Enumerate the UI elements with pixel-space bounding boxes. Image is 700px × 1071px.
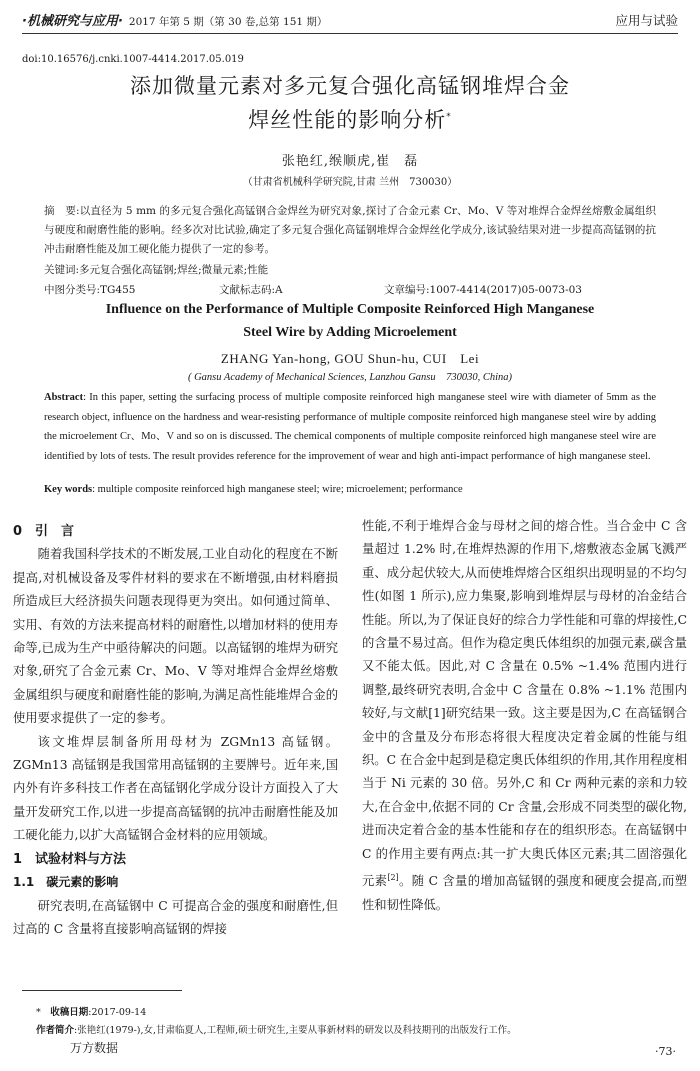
header-left bbox=[22, 10, 327, 29]
footnote-author bbox=[36, 1022, 517, 1036]
english-keywords bbox=[44, 484, 656, 495]
received-label: 收稿日期 bbox=[50, 1007, 89, 1018]
author-bio-label: 作者简介 bbox=[36, 1025, 75, 1036]
article-number: 文章编号:1007-4414(2017)05-0073-03 bbox=[384, 284, 582, 296]
english-title-line-1: Influence on the Performance of Multiple Composite Reinforced High Manganese bbox=[105, 302, 595, 317]
subsection-heading-1-1: 1.1 碳元素的影响 bbox=[13, 875, 119, 890]
keywords-cn: 关键词:多元复合强化高锰钢;焊丝;微量元素;性能 bbox=[44, 264, 269, 276]
english-title-line-2: Steel Wire by Adding Microelement bbox=[243, 325, 457, 340]
journal-name: ·机械研究与应用· bbox=[22, 14, 123, 29]
paragraph: 研究表明,在高锰钢中 C 可提高合金的强度和耐磨性,但过高的 C 含量将直接影响高锰钢的焊接 bbox=[13, 898, 338, 936]
title-line-2 bbox=[0, 104, 700, 134]
section-name: 应用与试验 bbox=[615, 13, 678, 28]
section-heading-1: 1 试验材料与方法 bbox=[13, 851, 127, 867]
watermark: 万方数据 bbox=[70, 1041, 119, 1055]
section-heading-0: 0 引 言 bbox=[13, 524, 75, 539]
keywords-text: : multiple composite reinforced high manganese steel; wire; microelement; performance bbox=[92, 484, 463, 495]
body-column-right bbox=[362, 515, 687, 917]
authors: 张艳红,缑顺虎,崔 磊 bbox=[281, 154, 419, 169]
footnote-received bbox=[36, 1004, 146, 1018]
received-date: :2017-09-14 bbox=[88, 1007, 147, 1018]
body-column-left bbox=[13, 520, 338, 941]
clc-number: 中图分类号:TG455 bbox=[44, 284, 136, 296]
footnote-star: * bbox=[36, 1007, 41, 1018]
title-footnote-mark: * bbox=[446, 112, 452, 122]
paragraph-text-end: 。随 C 含量的增加高锰钢的强度和硬度会提高,而塑性和韧性降低。 bbox=[362, 874, 687, 912]
issue-info: 2017 年第 5 期（第 30 卷,总第 151 期） bbox=[128, 16, 328, 28]
abstract-cn: 摘 要:以直径为 5 mm 的多元复合强化高锰钢合金焊丝为研究对象,探讨了合金元素 Cr、Mo、V 等对堆焊合金焊丝熔敷金属组织与硬度和耐磨性能的影响。经多次对比试验,确定了多元复合强化高锰钢堆焊合金焊丝化学成分,该试验结果对进一步提高高锰钢的抗冲击耐磨性能及加工硬化能力提供了一定的参考。 bbox=[44, 205, 656, 255]
footnote-divider bbox=[22, 990, 182, 991]
classification-line bbox=[44, 282, 604, 297]
abstract-text: : In this paper, setting the surfacing process of multiple composite reinforced high manganese steel wire with diameter of 5mm as the research object, influence on the hardness and wear-resisting performance of multiple composite reinforced high manganese steel wire by adding the microelement Cr、Mo、V and so on is discussed. The chemical components of multiple composite reinforced high manganese steel wire are identified by lots of tests. The result provides reference for the improvement of wear and high anti-impact performance of high manganese steel. bbox=[44, 392, 656, 462]
affiliation: （甘肃省机械科学研究院,甘肃 兰州 730030） bbox=[242, 177, 458, 188]
paragraph: 该文堆焊层制备所用母材为 ZGMn13 高锰钢。ZGMn13 高锰钢是我国常用高锰钢的主要牌号。近年来,国内外有许多科技工作者在高锰钢化学成分设计方面投入了大量开发研究工作,以进一步提高高锰钢的抗冲击耐磨性能及加工硬化能力,以扩大高锰钢合金材料的应用领域。 bbox=[13, 734, 338, 843]
english-affiliation: ( Gansu Academy of Mechanical Sciences, Lanzhou Gansu 730030, China) bbox=[187, 372, 513, 383]
page-number: ·73· bbox=[655, 1045, 676, 1058]
title-line-1: 添加微量元素对多元复合强化高锰钢堆焊合金 bbox=[130, 74, 570, 98]
paragraph-text: 性能,不利于堆焊合金与母材之间的熔合性。当合金中 C 含量超过 1.2% 时,在堆焊热源的作用下,熔敷液态金属飞溅严重、成分起伏较大,从而使堆焊熔合区组织出现明显的不均匀性(如图 1 所示),应力集聚,影响到堆焊层与母材的冶金结合性能。所以,为了保证良好的综合力学性能和可靠的焊接性,C 的含量不易过高。但作为稳定奥氏体组织的加强元素,碳含量又不能太低。因此,对 C 含量在 0.5% ~1.4% 范围内进行调整,最终研究表明,合金中 C 含量在 0.8% ~1.1% 范围内较好,与文献[1]研究结果一致。这主要是因为,C 在高锰钢合金中的含量及分布形态将很大程度决定着金属的性能与组织。C 在合金中起到是稳定奥氏体组织的作用,其作用程度相当于 Ni 元素的 30 倍。另外,C 和 Cr 两种元素的亲和力较大,在合金中,依据不同的 Cr 含量,会形成不同类型的碳化物,进而决定着合金的基本性能和存在的组织形态。在高锰钢中 C 的作用主要有两点:其一扩大奥氏体区元素;其二固溶强化元素 bbox=[362, 519, 687, 889]
title-line-2-text: 焊丝性能的影响分析 bbox=[248, 108, 447, 132]
keywords-label: Key words bbox=[44, 484, 93, 495]
paragraph bbox=[362, 515, 687, 917]
english-abstract bbox=[44, 388, 656, 466]
paragraph: 随着我国科学技术的不断发展,工业自动化的程度在不断提高,对机械设备及零件材料的要求在不断增强,由材料磨损所造成巨大经济损失问题表现得更为突出。如何通过简单、实用、有效的方法来提高材料的耐磨性,以增加材料的使用寿命等,已成为生产中亟待解决的问题。以高锰钢的堆焊为研究对象,研究了合金元素 Cr、Mo、V 等对堆焊合金焊丝熔敷金属组织与硬度和耐磨性能的影响,为满足高性能堆焊合金的使用要求提供了一定的参考。 bbox=[13, 547, 338, 726]
english-authors: ZHANG Yan-hong, GOU Shun-hu, CUI Lei bbox=[220, 351, 480, 366]
doi[interactable]: doi:10.16576/j.cnki.1007-4414.2017.05.019 bbox=[22, 54, 244, 65]
reference-mark[interactable]: [2] bbox=[387, 873, 399, 883]
abstract-label: Abstract bbox=[44, 392, 84, 403]
running-header bbox=[22, 8, 678, 34]
document-code: 文献标志码:A bbox=[219, 284, 283, 296]
author-bio: :张艳红(1979-),女,甘肃临夏人,工程师,硕士研究生,主要从事新材料的研发以及科技期刊的出版发行工作。 bbox=[74, 1025, 517, 1036]
